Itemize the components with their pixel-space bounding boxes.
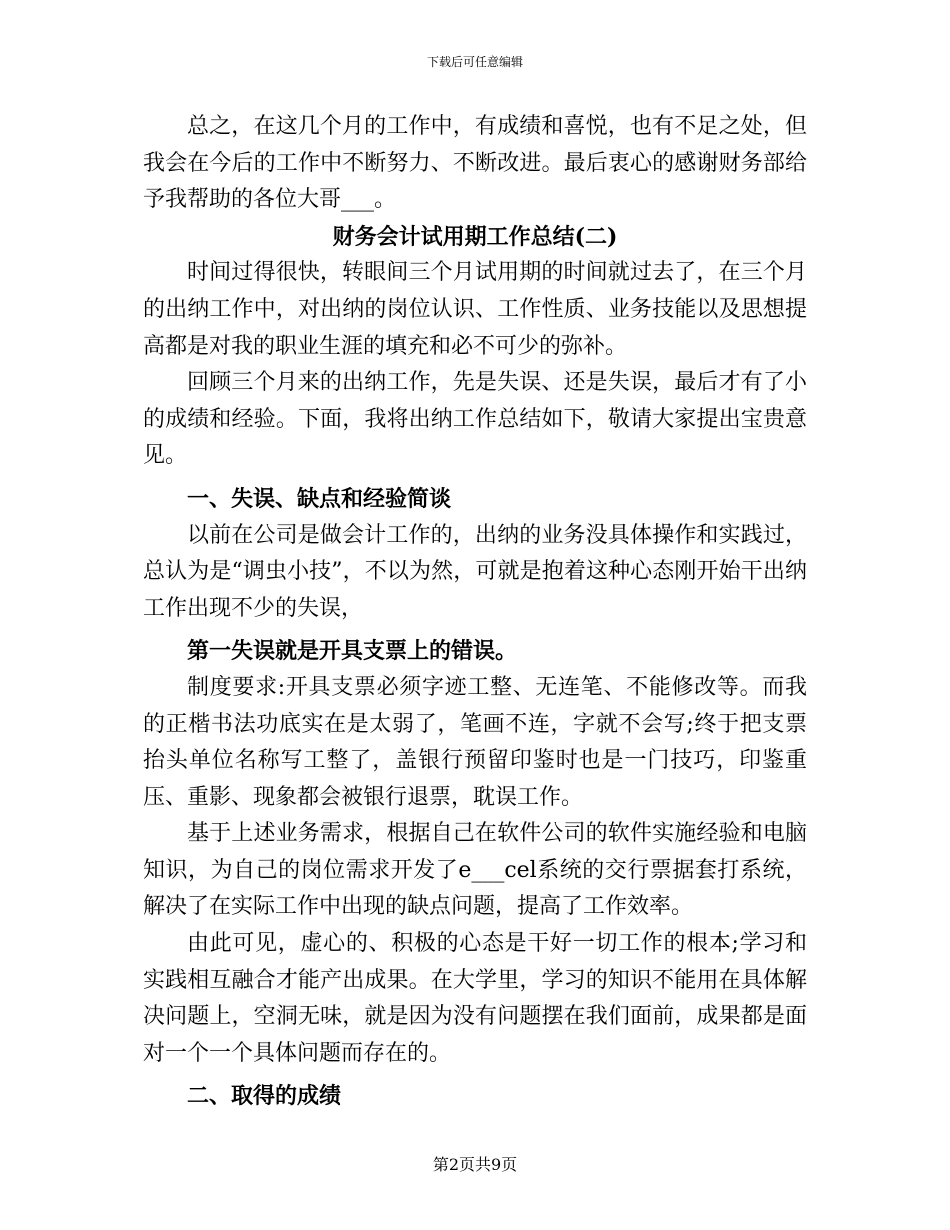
page-header-note: 下载后可任意编辑: [426, 55, 523, 69]
page-number: 第2页共9页: [432, 1155, 518, 1174]
paragraph-intro: 时间过得很快，转眼间三个月试用期的时间就过去了，在三个月的出纳工作中，对出纳的岗位认识、工作性质、业务技能以及思想提高都是对我的职业生涯的填充和必不可少的弥补。: [143, 260, 807, 359]
section-heading-achievements: 二、取得的成绩: [187, 1083, 342, 1110]
subheading-first-mistake: 第一失误就是开具支票上的错误。: [187, 638, 518, 665]
paragraph-review: 回顾三个月来的出纳工作，先是失误、还是失误，最后才有了小的成绩和经验。下面，我将出纳工作总结如下，敬请大家提出宝贵意见。: [143, 370, 807, 469]
paragraph-reflection: 由此可见，虚心的、积极的心态是干好一切工作的根本;学习和实践相互融合才能产出成果。在大学里，学习的知识不能用在具体解决问题上，空洞无味，就是因为没有问题摆在我们面前，成果都是面对一个一个具体问题而存在的。: [143, 931, 807, 1066]
paragraph-cheque-rules: 制度要求:开具支票必须字迹工整、无连笔、不能修改等。而我的正楷书法功底实在是太弱了，笔画不连，字就不会写;终于把支票抬头单位名称写工整了，盖银行预留印鉴时也是一门技巧，印鉴重压、重影、现象都会被银行退票，耽误工作。: [143, 674, 807, 810]
document-title: 财务会计试用期工作总结(二): [332, 223, 618, 250]
paragraph-background: 以前在公司是做会计工作的，出纳的业务没具体操作和实践过，总认为是“调虫小技”，不以为然，可就是抱着这种心态刚开始干出纳工作出现不少的失误，: [143, 522, 807, 621]
paragraph-conclusion: 总之，在这几个月的工作中，有成绩和喜悦，也有不足之处，但我会在今后的工作中不断努力、不断改进。最后衷心的感谢财务部给予我帮助的各位大哥___。: [143, 114, 807, 213]
paragraph-system-development: 基于上述业务需求，根据自己在软件公司的软件实施经验和电脑知识，为自己的岗位需求开发了e___cel系统的交行票据套打系统，解决了在实际工作中出现的缺点问题，提高了工作效率。: [143, 821, 807, 920]
section-heading-mistakes: 一、失误、缺点和经验简谈: [187, 485, 452, 512]
document-body: [143, 109, 807, 1115]
